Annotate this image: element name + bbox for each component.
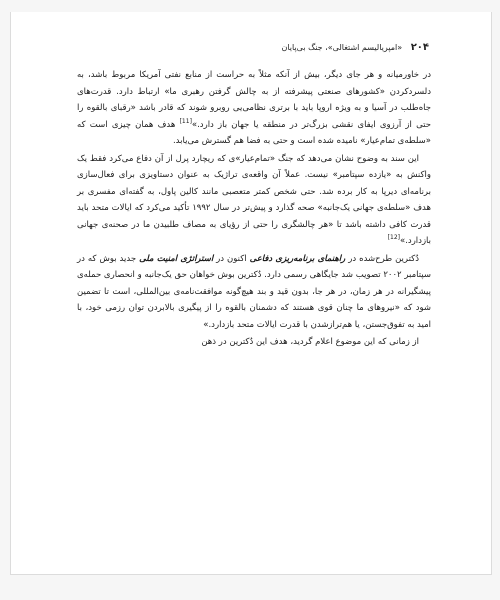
text-run: در خاورمیانه و هر جای دیگر، بیش از آنکه مثلاً به حراست از منابع نفتی آمریکا مربوط باشد، به دلسردکردن «کشورهای صنعتی پیشرفته از به چالش گرفتن رهبری ما» ارتباط دارد. قدرت‌های جاه‌طلب در آسیا و به ویژه اروپا باید با برتری نظامی‌یی روبرو شوند که قادر باشد «رقبای بالقوه را حتی از آرزوی ایفای نقشی بزرگ‌تر در منطقه یا جهان باز دارد.» — [77, 70, 431, 130]
text-run: این سند به وضوح نشان می‌دهد که جنگ «تمام‌عیار»ی که ریچارد پرل از آن دفاع می‌کرد فقط یک واکنش به «یازده سپتامبر» نیست. عملاً آن واقعه‌ی تراژیک به عنوان دستاویزی برای فعال‌سازی برنامه‌ای دیرپا به کار برده شد. حتی شخص کمتر متعصبی مانند کالین پاول، به گفته‌ای مفسری بر هدف «سلطه‌ی جهانی یک‌جانبه» صحه گذارد و پیش‌تر در سال ۱۹۹۲ تأکید می‌کرد که ایالات متحد باید قدرت کافی داشته باشد تا «هر چالشگری را حتی از رؤیای به مصاف طلبیدن ما در صحنه‌ی جهانی بازدارد.» — [77, 153, 431, 246]
italic-title: راهنمای برنامه‌ریزی دفاعی — [249, 253, 346, 264]
footnote-ref: [11] — [179, 117, 192, 125]
body-text — [77, 67, 431, 351]
text-run: دُکترین طرح‌شده در — [345, 253, 419, 264]
text-run: اکنون در — [213, 253, 250, 264]
page-number: ۲۰۴ — [410, 42, 429, 53]
text-run: از زمانی که این موضوع اعلام گردید، هدف این دُکترین در ذهن — [201, 337, 419, 347]
paragraph — [77, 334, 431, 351]
paragraph — [77, 67, 431, 150]
running-header — [73, 42, 429, 53]
italic-title: استراتژی امنیت ملی — [139, 253, 214, 264]
book-page — [10, 12, 492, 575]
text-run: جدید بوش که در سپتامبر ۲۰۰۲ تصویب شد جایگاهی رسمی دارد. دُکترین بوش خواهان حق یک‌جانبه و انحصاری حمله‌ی پیشگیرانه در هر زمان، در هر جا، بدون قید و بند هیچ‌گونه موافقت‌نامه‌ی بین‌المللی، است تا تضمین شود که «نیروهای ما چنان قوی هستند که دشمنان بالقوه را از پیگیری بالابردن توان رزمی خود، با امید به تفوق‌جستن، یا هم‌ترازشدن با قدرت ایالات متحد بازدارد.» — [77, 253, 431, 330]
paragraph — [77, 251, 431, 334]
footnote-ref: [12] — [387, 234, 400, 242]
paragraph — [77, 151, 431, 250]
text-run: هدف همان چیزی است که «سلطه‌ی تمام‌عیار» نامیده شده است و حتی به فضا هم گسترش می‌یابد. — [77, 119, 431, 146]
running-title: «امپریالیسم اشتغالی»، جنگ بی‌پایان — [281, 43, 403, 52]
